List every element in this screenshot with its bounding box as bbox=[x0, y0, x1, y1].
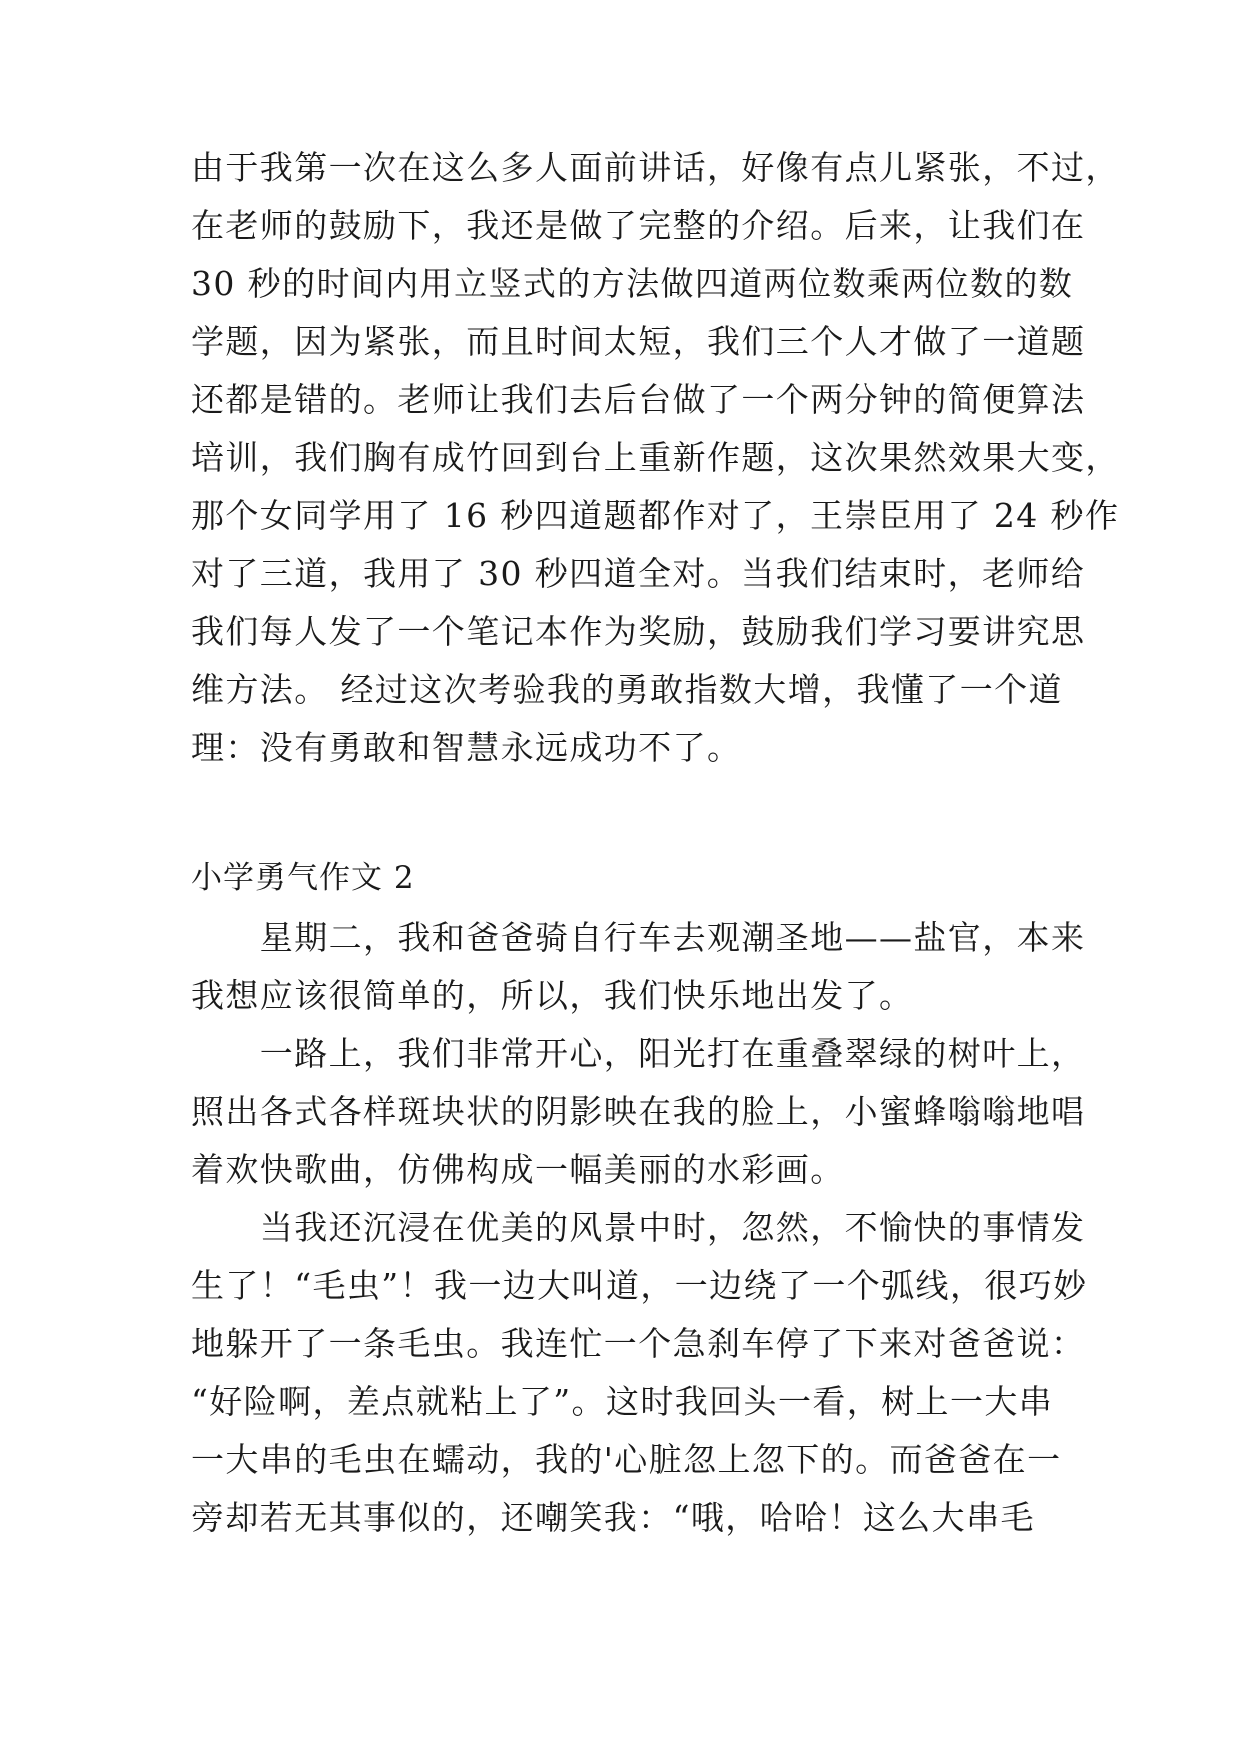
section-title: 小学勇气作文 2 bbox=[191, 860, 415, 896]
paragraph-line: 生了！“毛虫”！我一边大叫道，一边绕了一个弧线，很巧妙 bbox=[191, 1266, 1088, 1305]
paragraph-line: 一大串的毛虫在蠕动，我的'心脏忽上忽下的。而爸爸在一 bbox=[191, 1440, 1062, 1479]
paragraph-line: 那个女同学用了 16 秒四道题都作对了，王崇臣用了 24 秒作 bbox=[191, 496, 1120, 535]
paragraph-line: 照出各式各样斑块状的阴影映在我的脸上，小蜜蜂嗡嗡地唱 bbox=[191, 1092, 1086, 1131]
paragraph-line: 由于我第一次在这么多人面前讲话，好像有点儿紧张，不过， bbox=[191, 148, 1120, 187]
paragraph-line: 一路上，我们非常开心，阳光打在重叠翠绿的树叶上， bbox=[191, 1034, 1086, 1073]
paragraph-line: 星期二，我和爸爸骑自行车去观潮圣地——盐官，本来 bbox=[191, 918, 1086, 957]
paragraph-line: 30 秒的时间内用立竖式的方法做四道两位数乘两位数的数 bbox=[191, 264, 1074, 303]
paragraph-line: 培训，我们胸有成竹回到台上重新作题，这次果然效果大变， bbox=[191, 438, 1120, 477]
paragraph-line: 对了三道，我用了 30 秒四道全对。当我们结束时，老师给 bbox=[191, 554, 1086, 593]
paragraph-line: 还都是错的。老师让我们去后台做了一个两分钟的简便算法 bbox=[191, 380, 1086, 419]
paragraph-line: 在老师的鼓励下，我还是做了完整的介绍。后来，让我们在 bbox=[191, 206, 1086, 245]
paragraph-line: “好险啊，差点就粘上了”。这时我回头一看，树上一大串 bbox=[191, 1382, 1054, 1421]
paragraph-line: 维方法。 经过这次考验我的勇敢指数大增，我懂了一个道 bbox=[191, 670, 1063, 709]
paragraph-line: 理：没有勇敢和智慧永远成功不了。 bbox=[191, 728, 742, 767]
paragraph-line: 旁却若无其事似的，还嘲笑我：“哦，哈哈！这么大串毛 bbox=[191, 1498, 1035, 1537]
paragraph-line: 我们每人发了一个笔记本作为奖励，鼓励我们学习要讲究思 bbox=[191, 612, 1086, 651]
paragraph-line: 学题，因为紧张，而且时间太短，我们三个人才做了一道题 bbox=[191, 322, 1086, 361]
paragraph-line: 我想应该很简单的，所以，我们快乐地出发了。 bbox=[191, 976, 914, 1015]
paragraph-line: 地躲开了一条毛虫。我连忙一个急刹车停了下来对爸爸说： bbox=[191, 1324, 1086, 1363]
paragraph-line: 当我还沉浸在优美的风景中时，忽然，不愉快的事情发 bbox=[191, 1208, 1086, 1247]
paragraph-line: 着欢快歌曲，仿佛构成一幅美丽的水彩画。 bbox=[191, 1150, 845, 1189]
